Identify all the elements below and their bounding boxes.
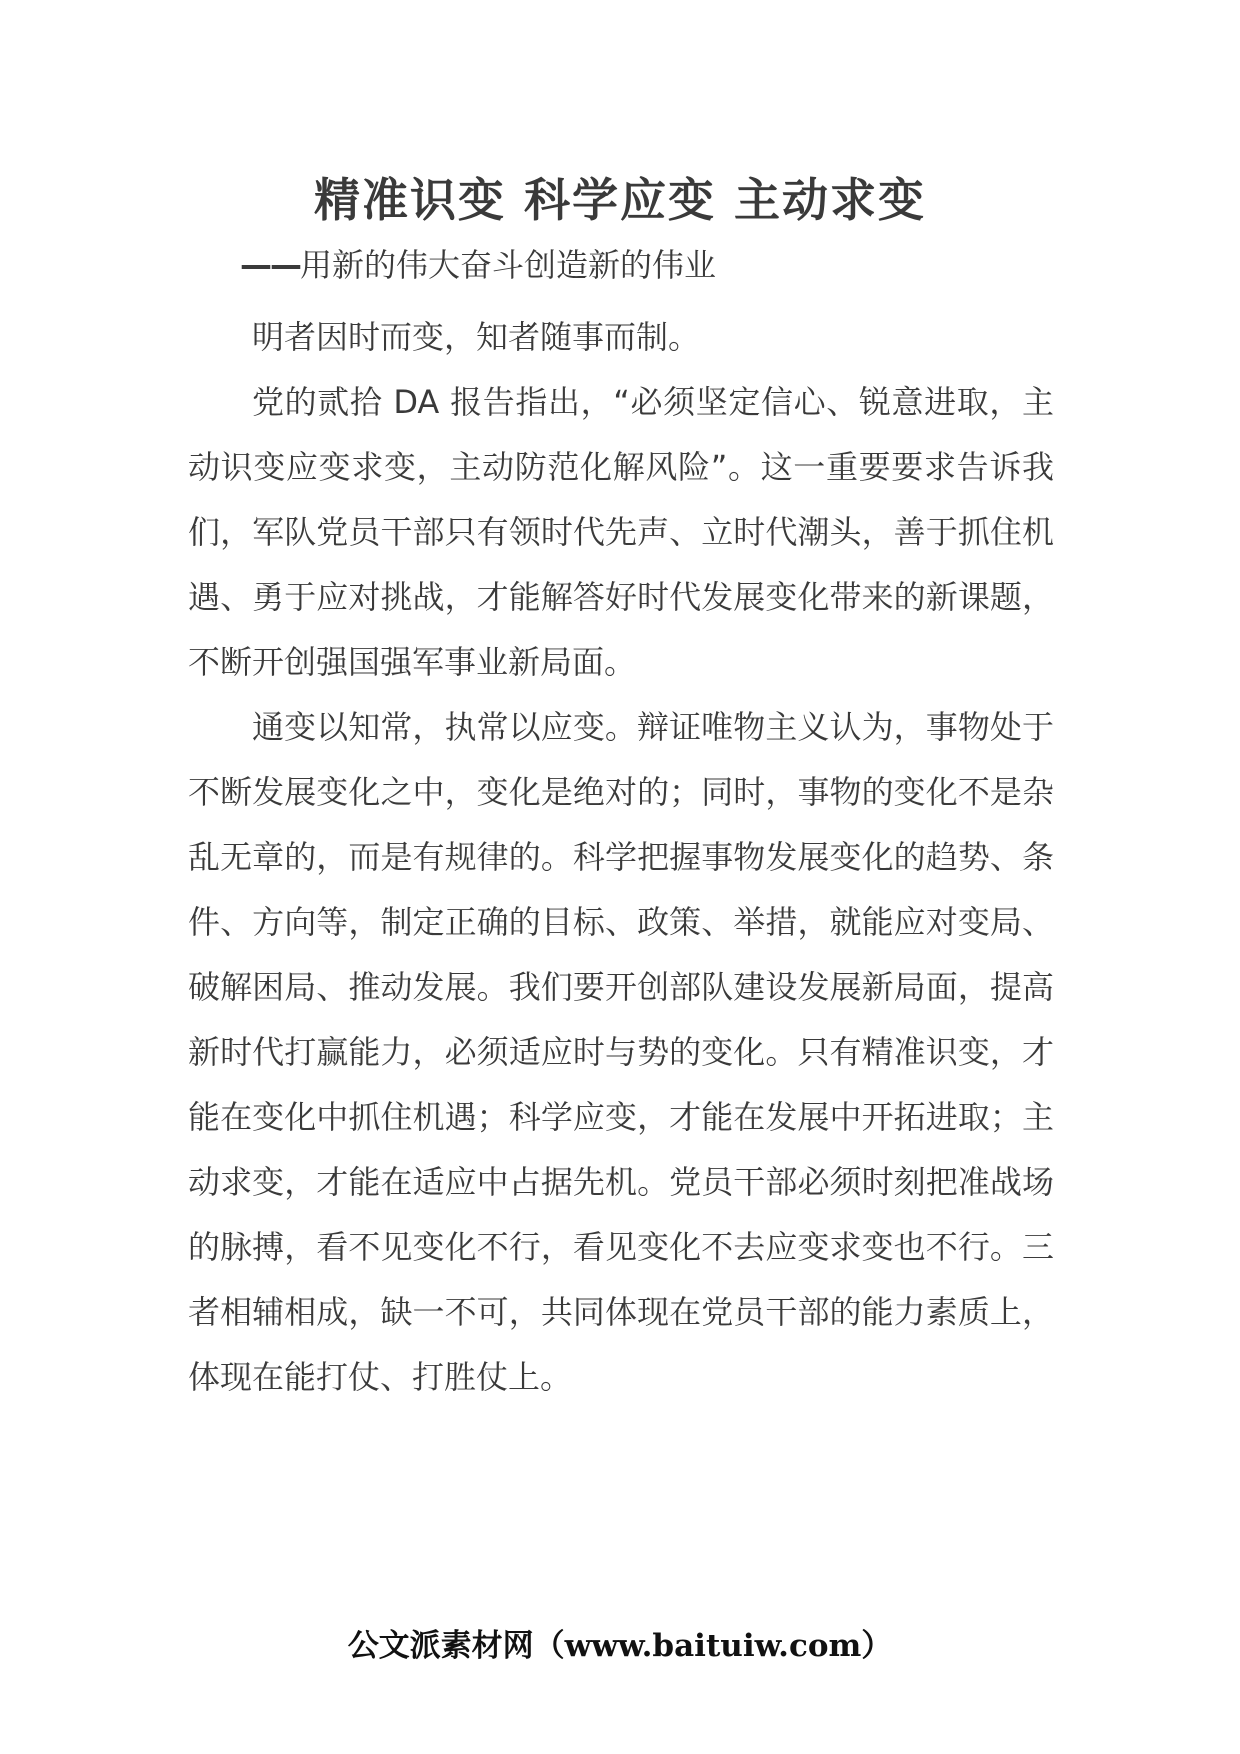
document-body <box>188 305 1054 1410</box>
subtitle-dash: —— <box>240 246 300 284</box>
paragraph-3: 通变以知常，执常以应变。辩证唯物主义认为，事物处于不断发展变化之中，变化是绝对的；同时，事物的变化不是杂乱无章的，而是有规律的。科学把握事物发展变化的趋势、条件、方向等，制定正确的目标、政策、举措，就能应对变局、破解困局、推动发展。我们要开创部队建设发展新局面，提高新时代打赢能力，必须适应时与势的变化。只有精准识变，才能在变化中抓住机遇；科学应变，才能在发展中开拓进取；主动求变，才能在适应中占据先机。党员干部必须时刻把准战场的脉搏，看不见变化不行，看见变化不去应变求变也不行。三者相辅相成，缺一不可，共同体现在党员干部的能力素质上，体现在能打仗、打胜仗上。 <box>188 708 1054 1396</box>
document-title: 精准识变 科学应变 主动求变 <box>313 173 927 227</box>
paragraph-2: 党的贰拾 DA 报告指出，“必须坚定信心、锐意进取，主动识变应变求变，主动防范化解风险”。这一重要要求告诉我们，军队党员干部只有领时代先声、立时代潮头，善于抓住机遇、勇于应对挑战，才能解答好时代发展变化带来的新课题，不断开创强国强军事业新局面。 <box>188 383 1054 681</box>
subtitle-text: 用新的伟大奋斗创造新的伟业 <box>300 246 717 284</box>
document-subtitle <box>240 240 716 290</box>
paragraph-1: 明者因时而变，知者随事而制。 <box>252 318 701 356</box>
footer-source: 公文派素材网（www.baituiw.com） <box>347 1628 893 1664</box>
